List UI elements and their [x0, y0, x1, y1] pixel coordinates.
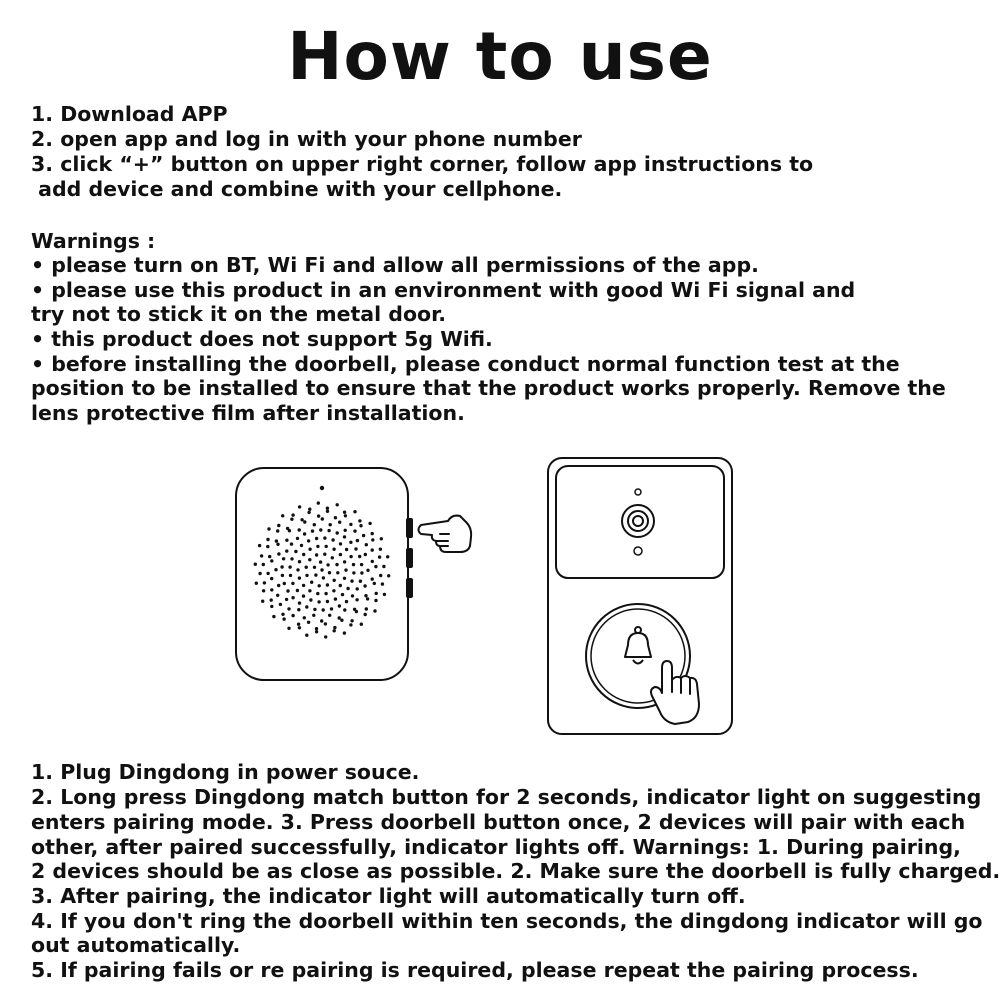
chime-receiver-illustration — [236, 468, 413, 680]
warning-line: • before installing the doorbell, please conduct normal function test at the — [31, 352, 900, 376]
pairing-line: enters pairing mode. 3. Press doorbell button once, 2 devices will pair with each — [31, 810, 966, 834]
warnings-heading: Warnings : — [31, 229, 156, 253]
pairing-line: out automatically. — [31, 933, 241, 957]
pairing-line: 2 devices should be as close as possible. 2. Make sure the doorbell is fully charged. — [31, 859, 1000, 883]
warning-line: position to be installed to ensure that the product works properly. Remove the — [31, 376, 946, 400]
warning-line: • please use this product in an environment with good Wi Fi signal and — [31, 278, 856, 302]
pointing-hand-icon — [419, 516, 472, 552]
pairing-line: 5. If pairing fails or re pairing is required, please repeat the pairing process. — [31, 958, 919, 982]
page-title: How to use — [287, 18, 713, 95]
pairing-line: 3. After pairing, the indicator light will automatically turn off. — [31, 884, 746, 908]
setup-step: 3. click “+” button on upper right corner, follow app instructions to — [31, 152, 814, 176]
warning-line: • please turn on BT, Wi Fi and allow all permissions of the app. — [31, 253, 759, 277]
warning-line: try not to stick it on the metal door. — [31, 302, 447, 326]
pairing-line: other, after paired successfully, indicator lights off. Warnings: 1. During pairing, — [31, 835, 961, 859]
warning-line: • this product does not support 5g Wifi. — [31, 327, 493, 351]
camera-lens-icon — [622, 505, 654, 537]
pairing-line: 1. Plug Dingdong in power souce. — [31, 760, 420, 784]
doorbell-illustration — [548, 458, 732, 734]
pairing-line: 4. If you don't ring the doorbell within ten seconds, the dingdong indicator will go — [31, 909, 983, 933]
setup-step: add device and combine with your cellphone. — [31, 177, 563, 201]
warning-line: lens protective film after installation. — [31, 401, 465, 425]
setup-step: 1. Download APP — [31, 102, 228, 126]
setup-step: 2. open app and log in with your phone number — [31, 127, 582, 151]
indicator-light-icon — [320, 486, 324, 490]
pairing-line: 2. Long press Dingdong match button for 2 seconds, indicator light on suggesting — [31, 785, 982, 809]
